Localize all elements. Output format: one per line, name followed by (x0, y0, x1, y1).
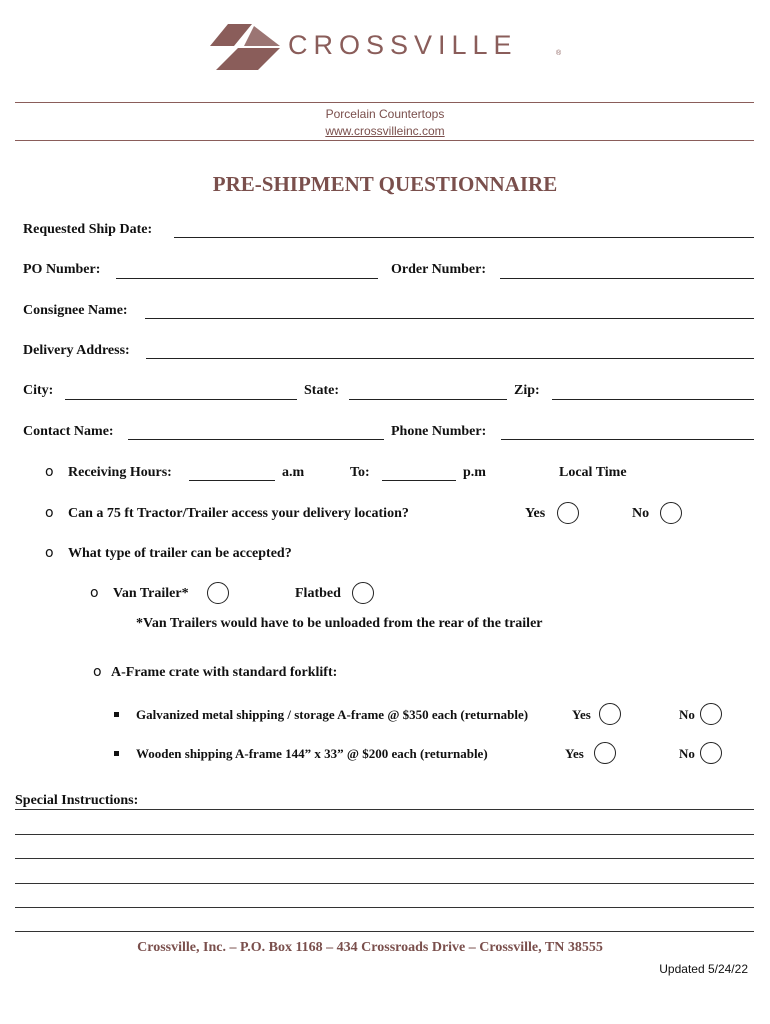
consignee-name-label: Consignee Name: (23, 303, 128, 318)
aframe-wooden-label: Wooden shipping A-frame 144” x 33” @ $200 each (returnable) (136, 746, 488, 761)
van-trailer-label: Van Trailer* (113, 586, 189, 601)
requested-ship-date-label: Requested Ship Date: (23, 222, 153, 237)
zip-field[interactable] (552, 399, 754, 400)
delivery-address-label: Delivery Address: (23, 343, 130, 358)
van-trailer-radio[interactable] (207, 582, 229, 604)
tractor-question: Can a 75 ft Tractor/Trailer access your delivery location? (68, 506, 409, 521)
special-instructions-line[interactable] (15, 883, 754, 884)
state-label: State: (304, 383, 339, 398)
special-instructions-line[interactable] (15, 809, 754, 810)
footer-address: Crossville, Inc. – P.O. Box 1168 – 434 Crossroads Drive – Crossville, TN 38555 (137, 940, 603, 955)
circle-bullet-icon: o (90, 585, 99, 601)
phone-number-label: Phone Number: (391, 424, 487, 439)
circle-bullet-icon: o (45, 505, 54, 521)
phone-number-field[interactable] (501, 439, 754, 440)
circle-bullet-icon: o (45, 464, 54, 480)
po-number-label: PO Number: (23, 262, 101, 277)
order-number-label: Order Number: (391, 262, 486, 277)
zip-label: Zip: (514, 383, 540, 398)
aframe-galvanized-yes-label: Yes (572, 707, 591, 722)
square-bullet-icon (114, 751, 119, 756)
aframe-wooden-no-label: No (679, 746, 695, 761)
aframe-galvanized-no-label: No (679, 707, 695, 722)
brand-name: CROSSVILLE (288, 30, 518, 60)
requested-ship-date-field[interactable] (174, 237, 754, 238)
aframe-galvanized-yes-radio[interactable] (599, 703, 621, 725)
special-instructions-label: Special Instructions: (15, 793, 139, 808)
delivery-address-field[interactable] (146, 358, 754, 359)
website-link[interactable]: www.crossvilleinc.com (325, 124, 445, 138)
aframe-galvanized-no-radio[interactable] (700, 703, 722, 725)
trailer-question: What type of trailer can be accepted? (68, 546, 292, 561)
tractor-yes-label: Yes (525, 506, 546, 521)
tractor-yes-radio[interactable] (557, 502, 579, 524)
contact-name-label: Contact Name: (23, 424, 114, 439)
city-label: City: (23, 383, 54, 398)
receiving-hours-label: Receiving Hours: (68, 465, 172, 480)
special-instructions-line[interactable] (15, 834, 754, 835)
po-number-field[interactable] (116, 278, 378, 279)
to-label: To: (350, 465, 370, 480)
flatbed-label: Flatbed (295, 586, 341, 601)
tractor-no-label: No (632, 506, 650, 521)
contact-name-field[interactable] (128, 439, 384, 440)
header-bottom-rule (15, 140, 754, 141)
aframe-galvanized-label: Galvanized metal shipping / storage A-frame @ $350 each (returnable) (136, 707, 529, 722)
special-instructions-line[interactable] (15, 931, 754, 932)
square-bullet-icon (114, 712, 119, 717)
receiving-from-field[interactable] (189, 480, 275, 481)
page-title: PRE-SHIPMENT QUESTIONNAIRE (212, 172, 558, 196)
aframe-wooden-yes-label: Yes (565, 746, 584, 761)
circle-bullet-icon: o (45, 545, 54, 561)
aframe-wooden-no-radio[interactable] (700, 742, 722, 764)
aframe-wooden-yes-radio[interactable] (594, 742, 616, 764)
order-number-field[interactable] (500, 278, 754, 279)
crossville-logo-icon (208, 22, 282, 72)
registered-mark: ® (556, 50, 562, 57)
flatbed-radio[interactable] (352, 582, 374, 604)
special-instructions-line[interactable] (15, 858, 754, 859)
am-label: a.m (282, 465, 305, 480)
tagline: Porcelain Countertops (325, 107, 445, 121)
city-field[interactable] (65, 399, 297, 400)
receiving-to-field[interactable] (382, 480, 456, 481)
pm-label: p.m (463, 465, 486, 480)
tractor-no-radio[interactable] (660, 502, 682, 524)
circle-bullet-icon: o (93, 664, 102, 680)
aframe-heading: A-Frame crate with standard forklift: (111, 665, 338, 680)
header-top-rule (15, 102, 754, 103)
van-trailer-note: *Van Trailers would have to be unloaded from the rear of the trailer (136, 616, 543, 631)
state-field[interactable] (349, 399, 507, 400)
consignee-name-field[interactable] (145, 318, 754, 319)
local-time-label: Local Time (559, 465, 627, 480)
special-instructions-line[interactable] (15, 907, 754, 908)
updated-date: Updated 5/24/22 (659, 962, 748, 976)
